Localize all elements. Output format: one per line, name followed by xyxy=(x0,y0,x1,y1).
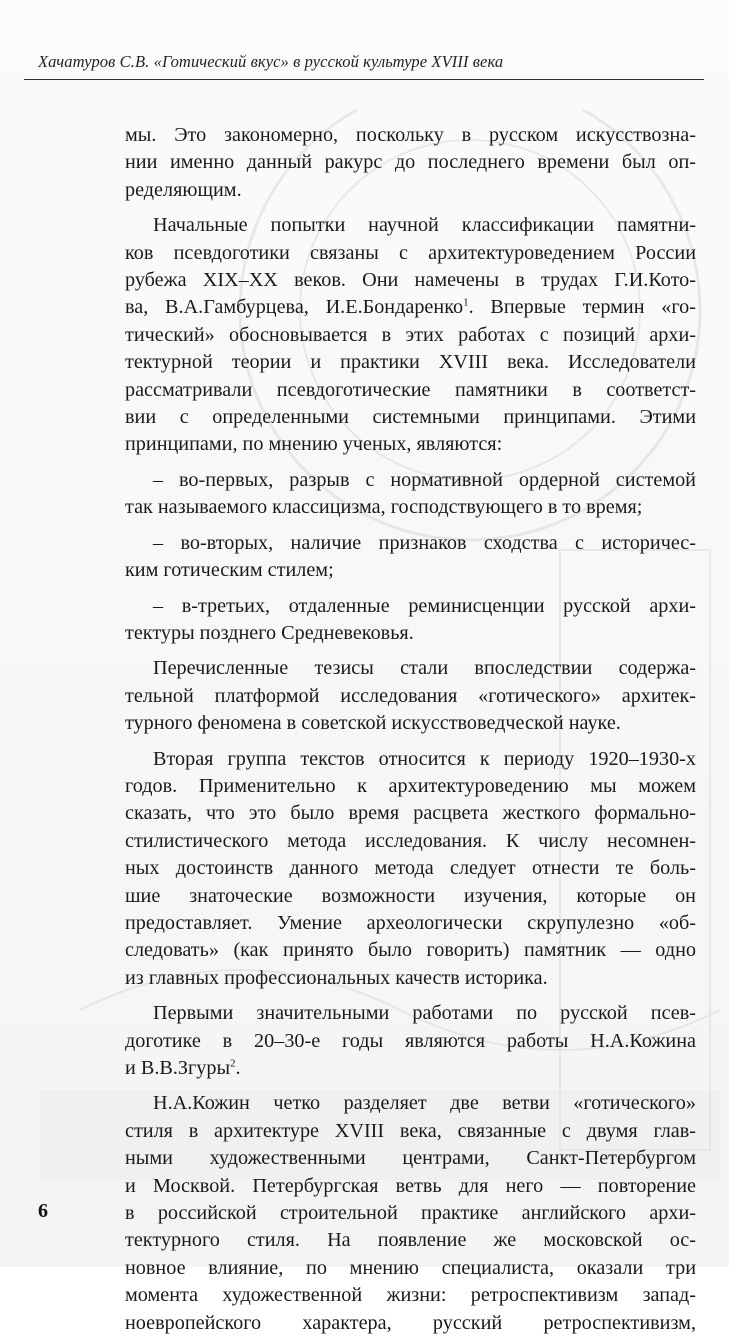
text-line: и В.В.Згуры$^2$. xyxy=(125,1057,241,1079)
footnote-marker: 2 xyxy=(230,1057,236,1070)
footnote-marker: 1 xyxy=(463,296,469,309)
text-line: стилистического метода исследования. К числу несомнен- xyxy=(125,829,696,852)
text-line: ков псевдоготики связаны с архитектуроведением России xyxy=(125,241,696,264)
text-line: так называемого классицизма, господствующего в то время; xyxy=(125,496,643,519)
text-line: тектурной теории и практики XVIII века. Исследователи xyxy=(125,351,696,374)
text-line: Начальные попытки научной классификации памятни- xyxy=(153,214,696,237)
text-line: в российской строительной практике английского архи- xyxy=(125,1202,696,1225)
text-line: Вторая группа текстов относится к периоду 1920–1930-х xyxy=(153,747,696,770)
text-line: нии именно данный ракурс до последнего времени был оп- xyxy=(125,151,696,174)
text-line: турного феномена в советской искусствоведческой науке. xyxy=(125,712,621,735)
running-header: Хачатуров С.В. «Готический вкус» в русской культуре XVIII века xyxy=(38,52,504,71)
paragraph xyxy=(125,1090,696,1337)
text-line: момента художественной жизни: ретроспективизм запад- xyxy=(125,1284,696,1307)
text-line: из главных профессиональных качеств историка. xyxy=(125,966,548,989)
text-line: Перечисленные тезисы стали впоследствии содержа- xyxy=(153,657,696,680)
text-line: годов. Применительно к архитектуроведению мы можем xyxy=(125,774,696,797)
paragraph xyxy=(125,1000,696,1082)
text-line: – во-вторых, наличие признаков сходства с историчес- xyxy=(153,531,696,554)
text-line: тельной платформой исследования «готического» архитек- xyxy=(125,684,696,707)
paragraph xyxy=(125,746,696,993)
text-line: рубежа XIX–XX веков. Они намечены в трудах Г.И.Кото- xyxy=(125,269,696,292)
page-number: 6 xyxy=(38,1200,48,1222)
text-line: ким готическим стилем; xyxy=(125,559,334,582)
paragraph xyxy=(125,212,696,459)
paragraph xyxy=(125,467,696,522)
text-line: Н.А.Кожин четко разделяет две ветви «готического» xyxy=(153,1092,696,1115)
text-line: – в-третьих, отдаленные реминисценции русской архи- xyxy=(153,594,696,617)
text-line: следовать» (как принято было говорить) памятник — одно xyxy=(125,939,696,962)
text-line: доготике в 20–30-е годы являются работы Н.А.Кожина xyxy=(125,1029,696,1052)
text-line: ределяющим. xyxy=(125,178,242,201)
text-line: ноевропейского характера, русский ретроспективизм, xyxy=(125,1311,696,1334)
paragraph xyxy=(125,655,696,737)
text-line: мы. Это закономерно, поскольку в русском искусствозна- xyxy=(125,124,696,146)
text-line: шие знаточеские возможности изучения, которые он xyxy=(125,884,696,907)
text-line: ва, В.А.Гамбурцева, И.Е.Бондаренко$^1$. Впервые термин «го- xyxy=(125,296,696,319)
text-line: – во-первых, разрыв с нормативной ордерной системой xyxy=(153,468,696,491)
text-line: вии с определенными системными принципами. Этими xyxy=(125,406,696,429)
text-line: тектуры позднего Средневековья. xyxy=(125,621,414,644)
text-line: принципами, по мнению ученых, являются: xyxy=(125,433,503,456)
paragraph xyxy=(125,122,696,204)
main-text-column xyxy=(125,122,696,1337)
text-line: стиля в архитектуре XVIII века, связанные с двумя глав- xyxy=(125,1119,696,1142)
text-line: тектурного стиля. На появление же московской ос- xyxy=(125,1229,696,1252)
text-line: ными художественными центрами, Санкт-Петербургом xyxy=(125,1147,696,1170)
header-rule xyxy=(24,79,704,80)
text-line: сказать, что это было время расцвета жесткого формально- xyxy=(125,802,696,825)
text-line: рассматривали псевдоготические памятники в соответст- xyxy=(125,378,696,401)
text-line: и Москвой. Петербургская ветвь для него — повторение xyxy=(125,1174,696,1197)
paragraph xyxy=(125,530,696,585)
paragraph xyxy=(125,593,696,648)
text-line: Первыми значительными работами по русской псев- xyxy=(153,1002,696,1025)
text-line: ных достоинств данного метода следует отнести те боль- xyxy=(125,857,696,880)
text-line: предоставляет. Умение археологически скрупулезно «об- xyxy=(125,911,696,934)
text-line: тический» обосновывается в этих работах с позиций архи- xyxy=(125,323,696,346)
text-line: новное влияние, по мнению специалиста, оказали три xyxy=(125,1256,696,1279)
